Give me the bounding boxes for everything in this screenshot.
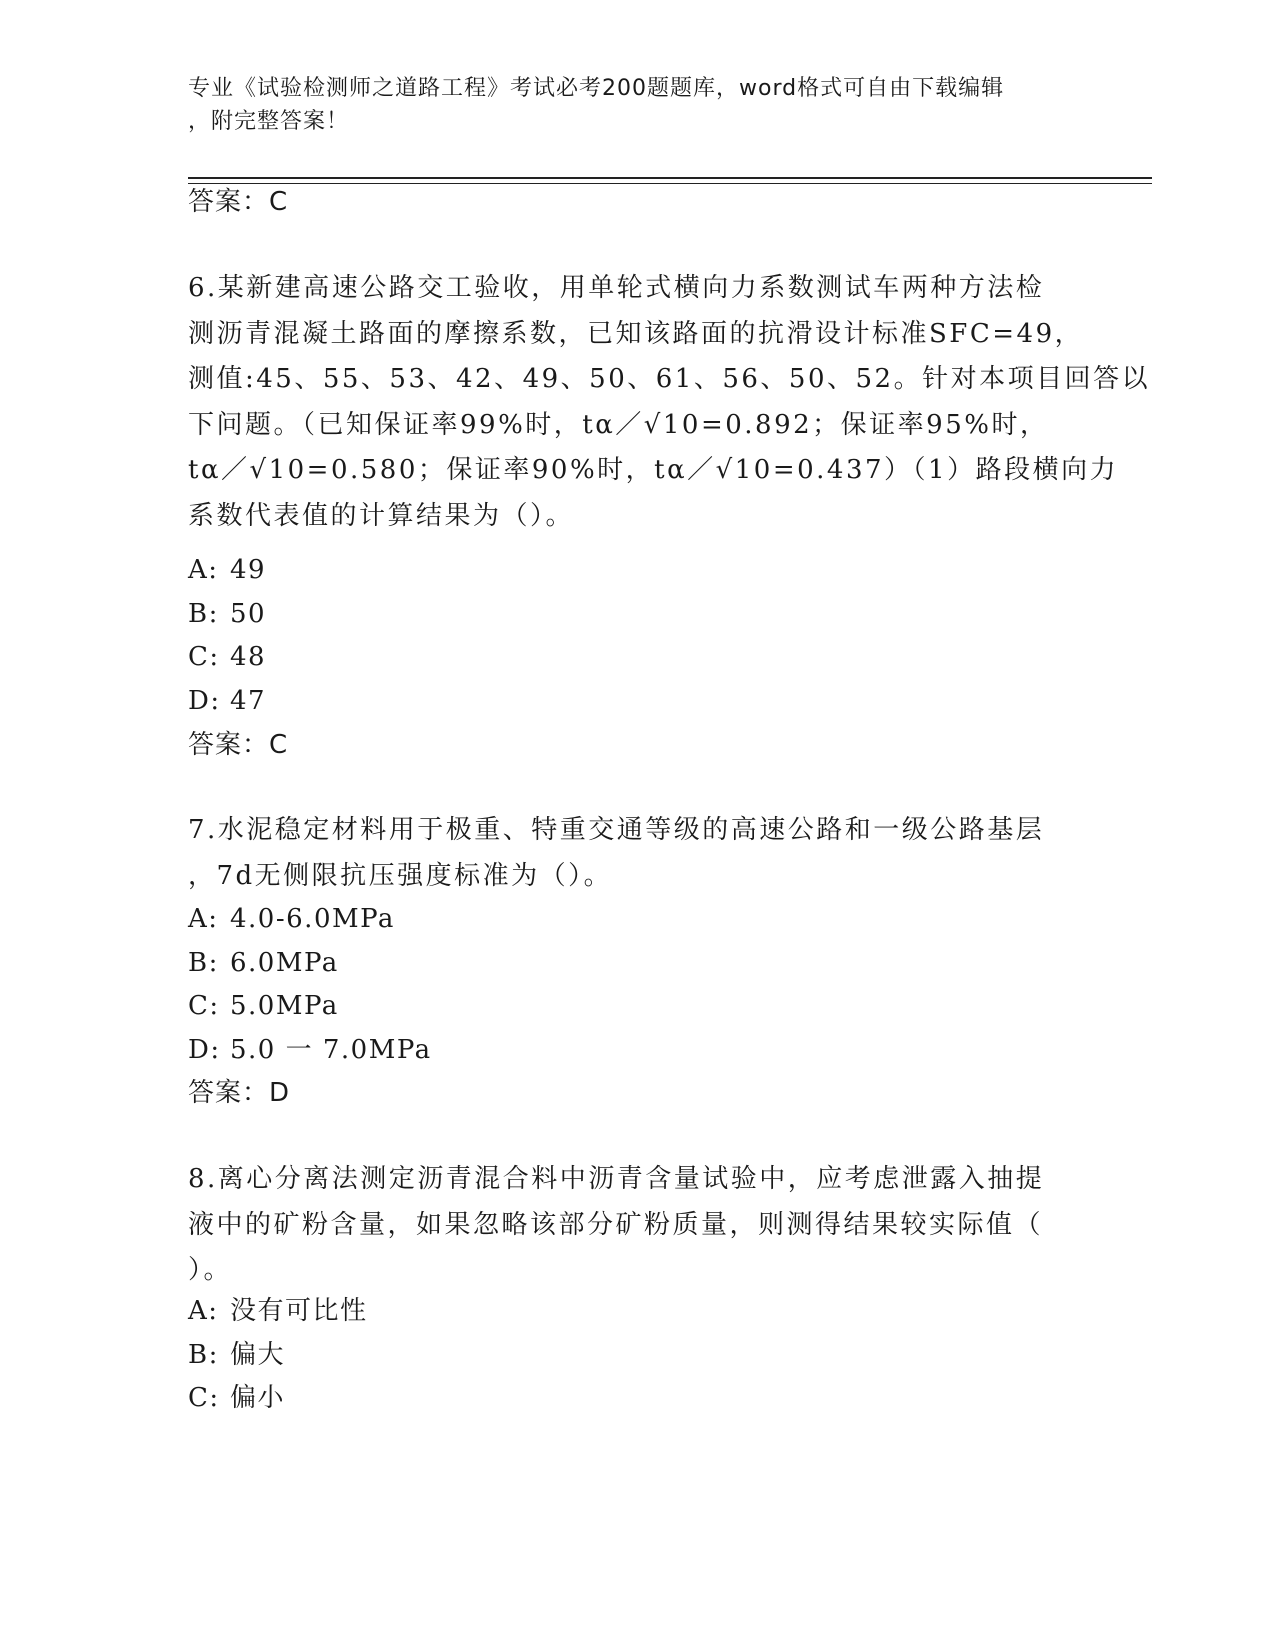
option-key: C: bbox=[188, 642, 220, 672]
question-line: 7.水泥稳定材料用于极重、特重交通等级的高速公路和一级公路基层 bbox=[188, 815, 1045, 845]
option-b bbox=[188, 1338, 285, 1372]
option-text: 47 bbox=[230, 686, 267, 716]
option-b bbox=[188, 946, 339, 980]
answer-q7: 答案：D bbox=[188, 1078, 291, 1108]
option-key: A: bbox=[188, 555, 219, 585]
answer-q6: 答案：C bbox=[188, 730, 289, 760]
header-divider-thin bbox=[188, 183, 1152, 184]
option-c bbox=[188, 989, 339, 1023]
option-text: 48 bbox=[230, 642, 267, 672]
option-text: 没有可比性 bbox=[230, 1296, 368, 1326]
page-header bbox=[188, 72, 1088, 138]
option-d bbox=[188, 684, 266, 718]
question-8-text bbox=[188, 1157, 1088, 1294]
option-key: D: bbox=[188, 686, 221, 716]
header-divider bbox=[188, 177, 1152, 179]
header-line: 专业《试验检测师之道路工程》考试必考200题题库，word格式可自由下载编辑 bbox=[188, 76, 1005, 101]
question-7-text bbox=[188, 808, 1088, 899]
option-c bbox=[188, 1381, 285, 1415]
question-line: 6.某新建高速公路交工验收，用单轮式横向力系数测试车两种方法检 bbox=[188, 273, 1045, 303]
option-text: 6.0MPa bbox=[230, 948, 339, 978]
question-line: 8.离心分离法测定沥青混合料中沥青含量试验中，应考虑泄露入抽提 bbox=[188, 1164, 1045, 1194]
question-line: ，7d无侧限抗压强度标准为（）。 bbox=[188, 860, 613, 891]
option-a bbox=[188, 553, 266, 587]
option-text: 5.0MPa bbox=[230, 991, 339, 1021]
question-line: 系数代表值的计算结果为（）。 bbox=[188, 500, 575, 531]
option-key: A: bbox=[188, 904, 219, 934]
question-line: 液中的矿粉含量，如果忽略该部分矿粉质量，则测得结果较实际值（ bbox=[188, 1209, 1044, 1240]
answer-q5: 答案：C bbox=[188, 187, 289, 217]
question-line: 下问题。（已知保证率99%时，tα／√10=0.892；保证率95%时， bbox=[188, 409, 1049, 440]
option-text: 49 bbox=[230, 555, 267, 585]
option-key: B: bbox=[188, 1340, 219, 1370]
option-key: C: bbox=[188, 991, 220, 1021]
question-line: 测沥青混凝土路面的摩擦系数，已知该路面的抗滑设计标准SFC=49， bbox=[188, 318, 1084, 349]
question-line: tα／√10=0.580；保证率90%时，tα／√10=0.437）（1）路段横向力 bbox=[188, 455, 1119, 485]
option-text: 5.0 一 7.0MPa bbox=[230, 1035, 432, 1065]
option-d bbox=[188, 1033, 432, 1067]
option-text: 50 bbox=[230, 599, 267, 629]
option-a bbox=[188, 1294, 368, 1328]
option-text: 4.0-6.0MPa bbox=[230, 904, 395, 934]
option-key: B: bbox=[188, 599, 219, 629]
option-key: A: bbox=[188, 1296, 219, 1326]
question-line: 测值:45、55、53、42、49、50、61、56、50、52。针对本项目回答以 bbox=[188, 364, 1151, 394]
option-key: B: bbox=[188, 948, 219, 978]
question-6-text bbox=[188, 266, 1151, 539]
option-a bbox=[188, 902, 395, 936]
option-text: 偏大 bbox=[230, 1340, 286, 1370]
option-key: C: bbox=[188, 1383, 220, 1413]
header-line: ，附完整答案！ bbox=[188, 109, 350, 134]
option-b bbox=[188, 597, 266, 631]
question-line: ）。 bbox=[188, 1255, 233, 1285]
option-c bbox=[188, 640, 266, 674]
option-text: 偏小 bbox=[230, 1383, 286, 1413]
option-key: D: bbox=[188, 1035, 221, 1065]
